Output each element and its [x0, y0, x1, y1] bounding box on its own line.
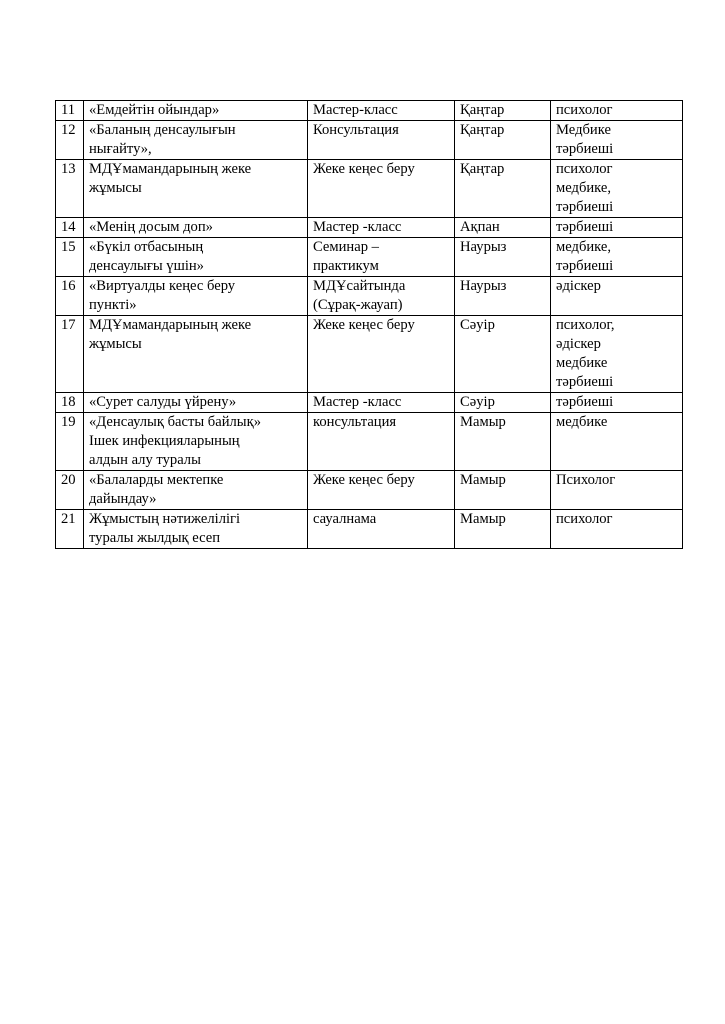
event-date: Қаңтар — [455, 121, 551, 160]
row-number: 17 — [56, 316, 84, 393]
table-row — [56, 121, 683, 160]
event-responsible: Медбике тәрбиеші — [551, 121, 683, 160]
event-topic: «Сурет салуды үйрену» — [84, 393, 308, 413]
event-form: Мастер -класс — [308, 393, 455, 413]
table-row — [56, 316, 683, 393]
event-responsible: тәрбиеші — [551, 393, 683, 413]
row-number: 13 — [56, 160, 84, 218]
event-topic: «Бүкіл отбасының денсаулығы үшін» — [84, 238, 308, 277]
event-topic: «Виртуалды кеңес беру пункті» — [84, 277, 308, 316]
row-number: 15 — [56, 238, 84, 277]
event-date: Қаңтар — [455, 101, 551, 121]
table-row — [56, 471, 683, 510]
event-form: Консультация — [308, 121, 455, 160]
event-responsible: психолог — [551, 510, 683, 549]
row-number: 11 — [56, 101, 84, 121]
event-form: Семинар – практикум — [308, 238, 455, 277]
event-date: Сәуір — [455, 316, 551, 393]
table-row — [56, 510, 683, 549]
event-form: Жеке кеңес беру — [308, 471, 455, 510]
event-topic: «Менің досым доп» — [84, 218, 308, 238]
row-number: 19 — [56, 413, 84, 471]
event-responsible: әдіскер — [551, 277, 683, 316]
row-number: 16 — [56, 277, 84, 316]
event-form: Мастер -класс — [308, 218, 455, 238]
row-number: 12 — [56, 121, 84, 160]
events-table — [55, 100, 683, 549]
event-date: Наурыз — [455, 238, 551, 277]
event-responsible: психолог медбике, тәрбиеші — [551, 160, 683, 218]
event-topic: «Денсаулық басты байлық» Ішек инфекцияларының алдын алу туралы — [84, 413, 308, 471]
event-date: Ақпан — [455, 218, 551, 238]
event-responsible: тәрбиеші — [551, 218, 683, 238]
table-row — [56, 218, 683, 238]
row-number: 20 — [56, 471, 84, 510]
event-form: консультация — [308, 413, 455, 471]
event-form: сауалнама — [308, 510, 455, 549]
event-responsible: психолог — [551, 101, 683, 121]
event-responsible: Психолог — [551, 471, 683, 510]
table-row — [56, 101, 683, 121]
event-date: Қаңтар — [455, 160, 551, 218]
event-date: Мамыр — [455, 471, 551, 510]
table-row — [56, 277, 683, 316]
event-topic: МДҰмамандарының жеке жұмысы — [84, 160, 308, 218]
event-date: Мамыр — [455, 413, 551, 471]
row-number: 21 — [56, 510, 84, 549]
event-topic: «Балаларды мектепке дайындау» — [84, 471, 308, 510]
table-row — [56, 413, 683, 471]
table-row — [56, 238, 683, 277]
row-number: 14 — [56, 218, 84, 238]
event-form: МДҰсайтында (Сұрақ-жауап) — [308, 277, 455, 316]
event-responsible: медбике — [551, 413, 683, 471]
event-form: Жеке кеңес беру — [308, 316, 455, 393]
event-responsible: психолог, әдіскер медбике тәрбиеші — [551, 316, 683, 393]
row-number: 18 — [56, 393, 84, 413]
table-row — [56, 393, 683, 413]
event-date: Наурыз — [455, 277, 551, 316]
event-form: Жеке кеңес беру — [308, 160, 455, 218]
event-form: Мастер-класс — [308, 101, 455, 121]
event-topic: Жұмыстың нәтижелілігі туралы жылдық есеп — [84, 510, 308, 549]
event-topic: «Емдейтін ойындар» — [84, 101, 308, 121]
event-topic: МДҰмамандарының жеке жұмысы — [84, 316, 308, 393]
event-responsible: медбике, тәрбиеші — [551, 238, 683, 277]
event-date: Мамыр — [455, 510, 551, 549]
table-row — [56, 160, 683, 218]
event-topic: «Баланың денсаулығын нығайту», — [84, 121, 308, 160]
event-date: Сәуір — [455, 393, 551, 413]
